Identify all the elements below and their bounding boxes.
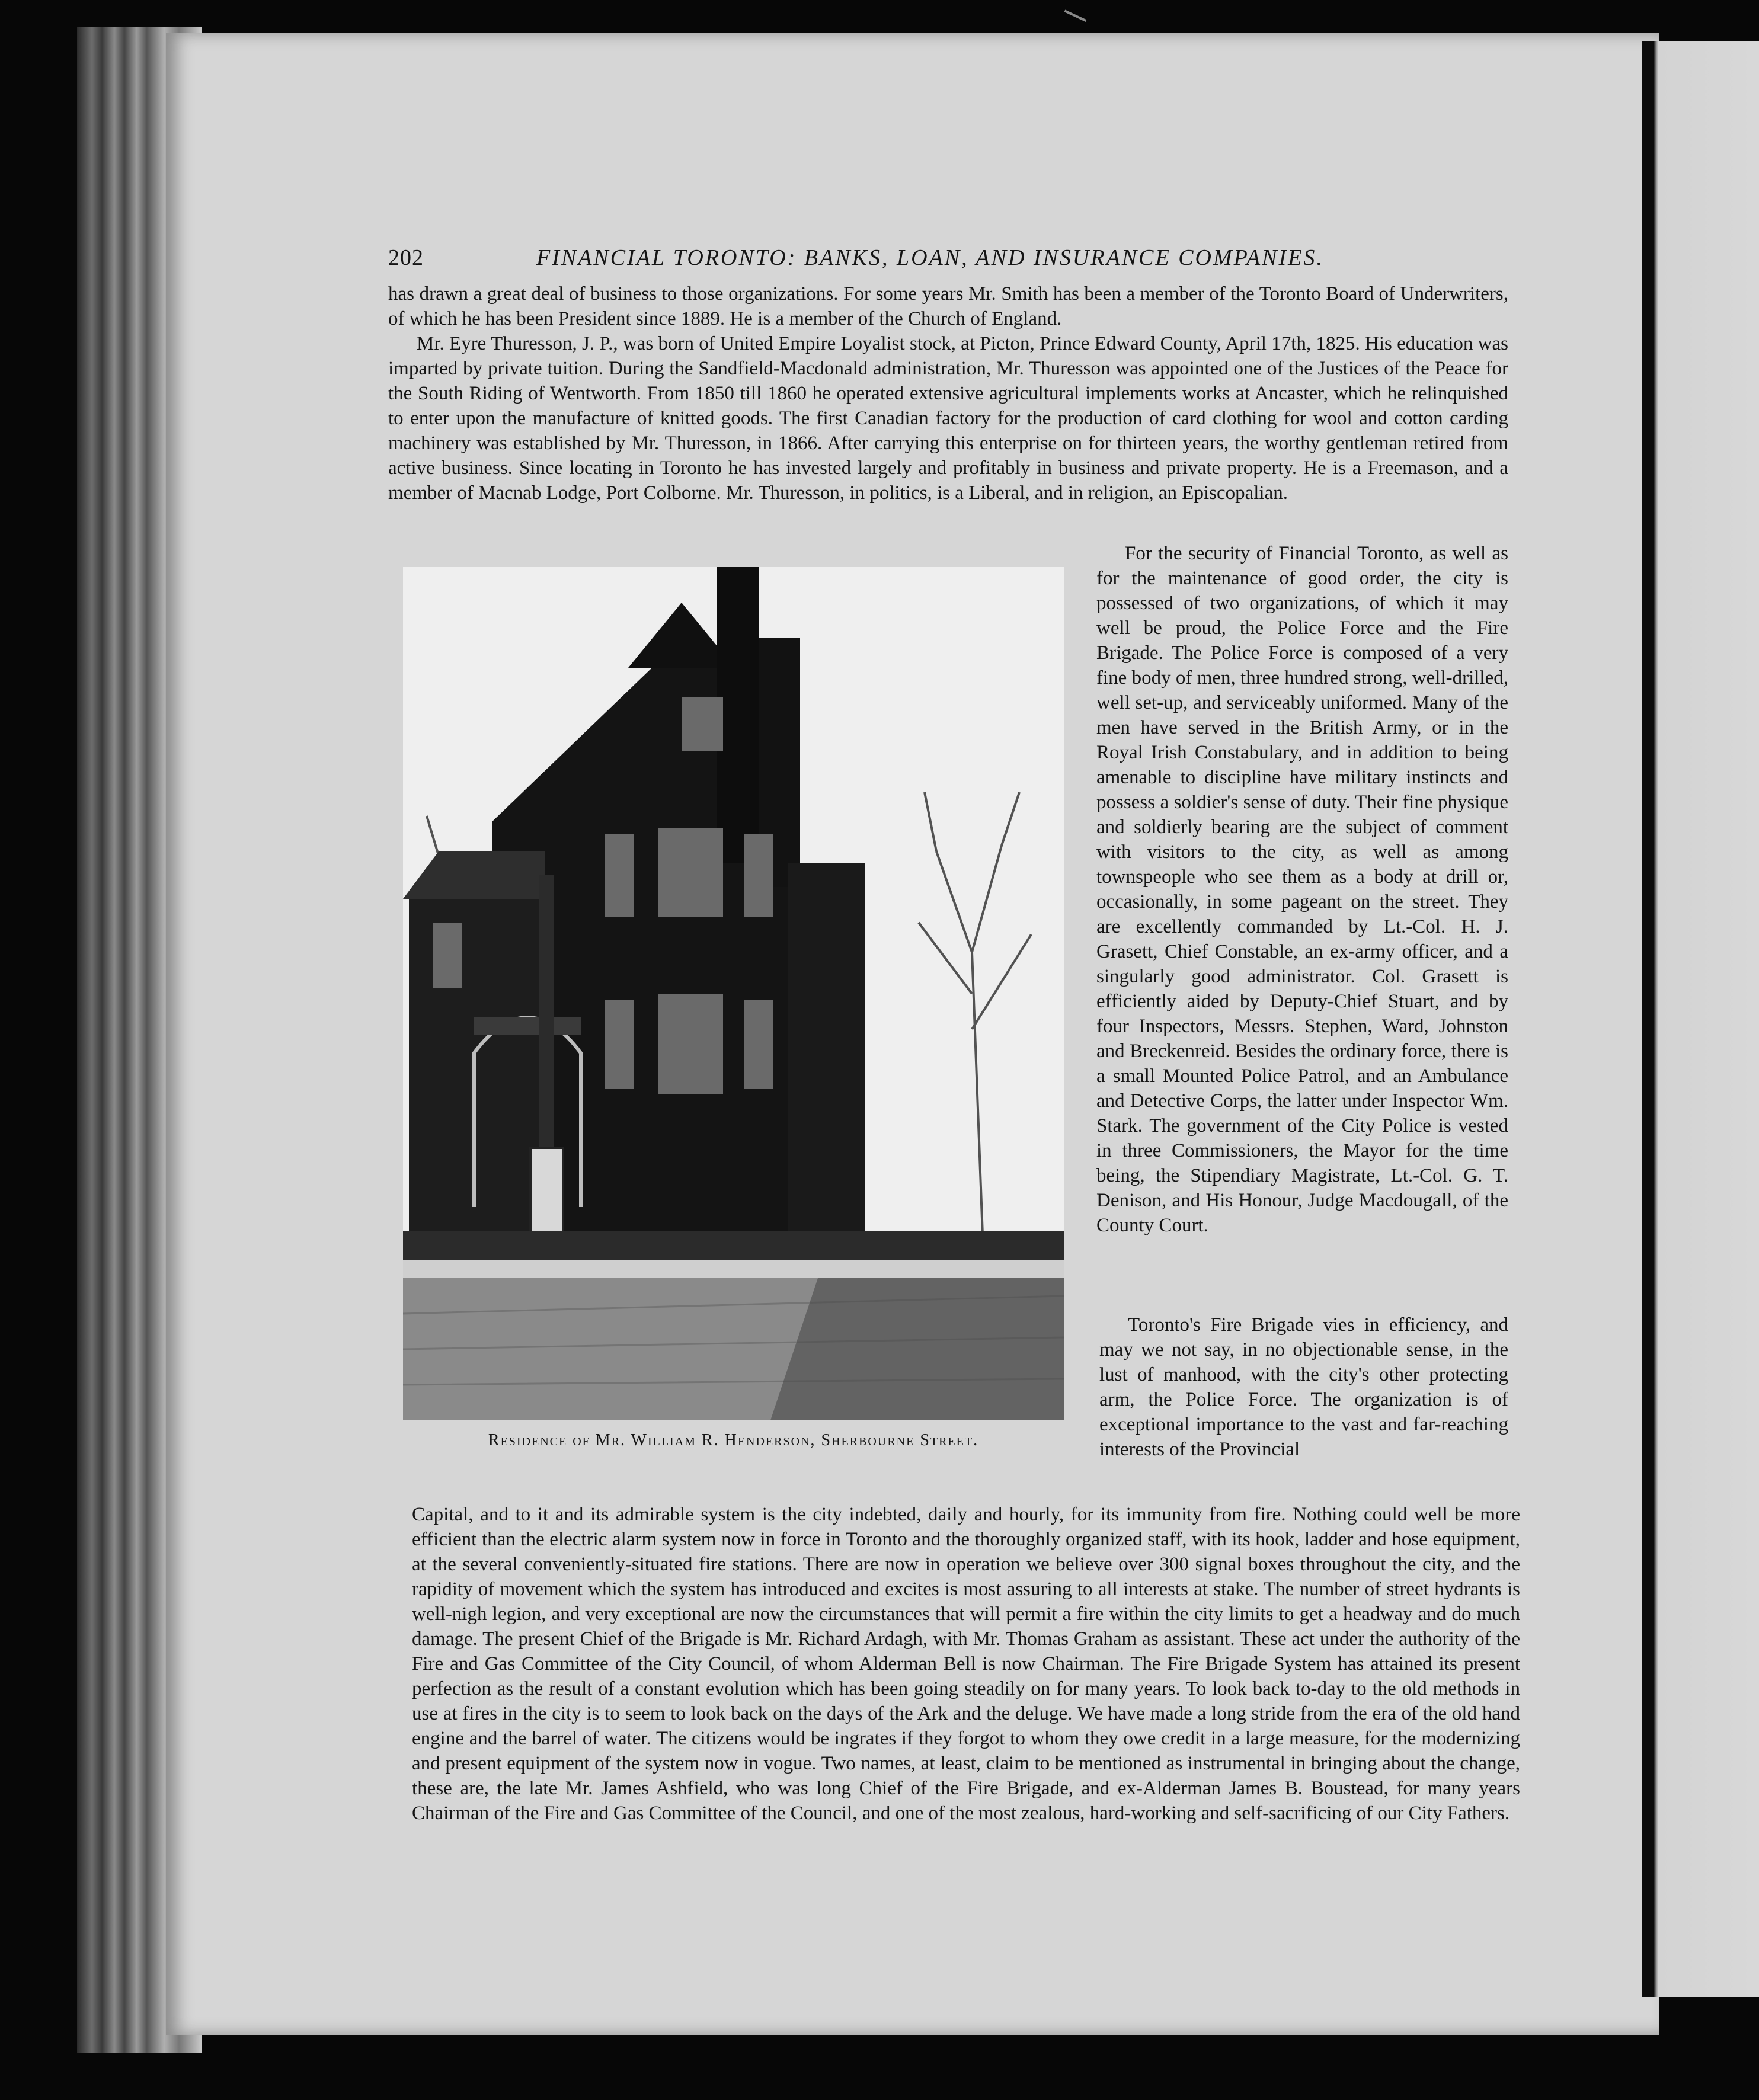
next-page-edge: [1642, 41, 1759, 1997]
photo-caption: Residence of Mr. William R. Henderson, Sherbourne Street.: [488, 1431, 979, 1449]
paragraph-thuresson: Mr. Eyre Thuresson, J. P., was born of United Empire Loyalist stock, at Picton, Prince Edward County, April 17th, 1825. His education was imparted by private tuition. During the Sandfield-Macdonald administration, Mr. Thuresson was appointed one of the Justices of the Peace for the South Riding of Wentworth. From 1850 till 1860 he operated extensive agricultural implements works at Ancaster, which he relinquished to enter upon the manufacture of knitted goods. The first Canadian factory for the production of card clothing for wool and cotton carding machinery was established by Mr. Thuresson, in 1866. After carrying this enterprise on for thirteen years, the worthy gentleman retired from active business. Since locating in Toronto he has invested largely and profitably in business and private property. He is a Freemason, and a member of Macnab Lodge, Port Colborne. Mr. Thuresson, in politics, is a Liberal, and in religion, an Episcopalian.: [388, 333, 1508, 504]
paragraph-fire-brigade-intro: Toronto's Fire Brigade vies in efficiency, and may we not say, in no objectionable sense, in the lust of manhood, with the city's other protecting arm, the Police Force. The organization is of exceptional importance to the vast and far-reaching interests of the Provincial: [1099, 1314, 1508, 1460]
header-title: FINANCIAL TORONTO: BANKS, LOAN, AND INSURANCE COMPANIES.: [536, 245, 1324, 270]
scan-mark: [1064, 0, 1093, 22]
paragraph-smith: has drawn a great deal of business to those organizations. For some years Mr. Smith has been a member of the Toronto Board of Underwriters, of which he has been President since 1889. He is a member of the Church of England.: [388, 283, 1508, 329]
page-content: [388, 240, 1532, 1899]
running-head: [388, 240, 1532, 276]
paragraph-police: For the security of Financial Toronto, as well as for the maintenance of good order, the city is possessed of two organizations, of which it may well be proud, the Police Force and the Fire Brigade. The Police Force is composed of a very fine body of men, three hundred strong, well-drilled, well set-up, and serviceably uniformed. Many of the men have served in the British Army, or in the Royal Irish Constabulary, and in addition to being amenable to discipline have military instincts and possess a soldier's sense of duty. Their fine physique and soldierly bearing are the subject of comment with visitors to the city, as well as among townspeople who see them as a body at drill or, occasionally, in some pageant on the street. They are excellently commanded by Lt.-Col. H. J. Grasett, Chief Constable, an ex-army officer, and a singularly good administrator. Col. Grasett is efficiently aided by Deputy-Chief Stuart, and by four Inspectors, Messrs. Stephen, Ward, Johnston and Breckenreid. Besides the ordinary force, there is a small Mounted Police Patrol, and an Ambulance and Detective Corps, the latter under Inspector Wm. Stark. The government of the City Police is vested in three Commissioners, the Mayor for the time being, the Stipendiary Magistrate, Lt.-Col. G. T. Denison, and His Honour, Judge Macdougall, of the County Court.: [1096, 543, 1508, 1236]
house-illustration: [403, 567, 1064, 1420]
residence-photo: [403, 567, 1064, 1420]
page-number: 202: [388, 245, 424, 270]
scanned-page: [166, 33, 1659, 2035]
paragraph-fire-brigade: Capital, and to it and its admirable system is the city indebted, daily and hourly, for its immunity from fire. Nothing could well be more efficient than the electric alarm system now in force in Toronto and the thoroughly organized staff, with its hook, ladder and hose equipment, at the several conveniently-situated fire stations. There are now in operation we believe over 300 signal boxes throughout the city, and the rapidity of movement which the system has introduced and excites is most assuring to all interests at stake. The number of street hydrants is well-nigh legion, and very exceptional are now the circumstances that will permit a fire within the city limits to get a headway and do much damage. The present Chief of the Brigade is Mr. Richard Ardagh, with Mr. Thomas Graham as assistant. These act under the authority of the Fire and Gas Committee of the City Council, of whom Alderman Bell is now Chairman. The Fire Brigade System has attained its present perfection as the result of a constant evolution which has been going steadily on for many years. To look back to-day to the old methods in use at fires in the city is to seem to look back on the days of the Ark and the deluge. We have made a long stride from the era of the old hand engine and the barrel of water. The citizens would be ingrates if they forgot to whom they owe credit in a large measure, for the modernizing and present equipment of the system now in vogue. Two names, at least, claim to be mentioned as instrumental in bringing about the change, these are, the late Mr. James Ashfield, who was long Chief of the Fire Brigade, and ex-Alderman James B. Boustead, for many years Chairman of the Fire and Gas Committee of the Council, and one of the most zealous, hard-working and self-sacrificing of our City Fathers.: [412, 1504, 1520, 1824]
